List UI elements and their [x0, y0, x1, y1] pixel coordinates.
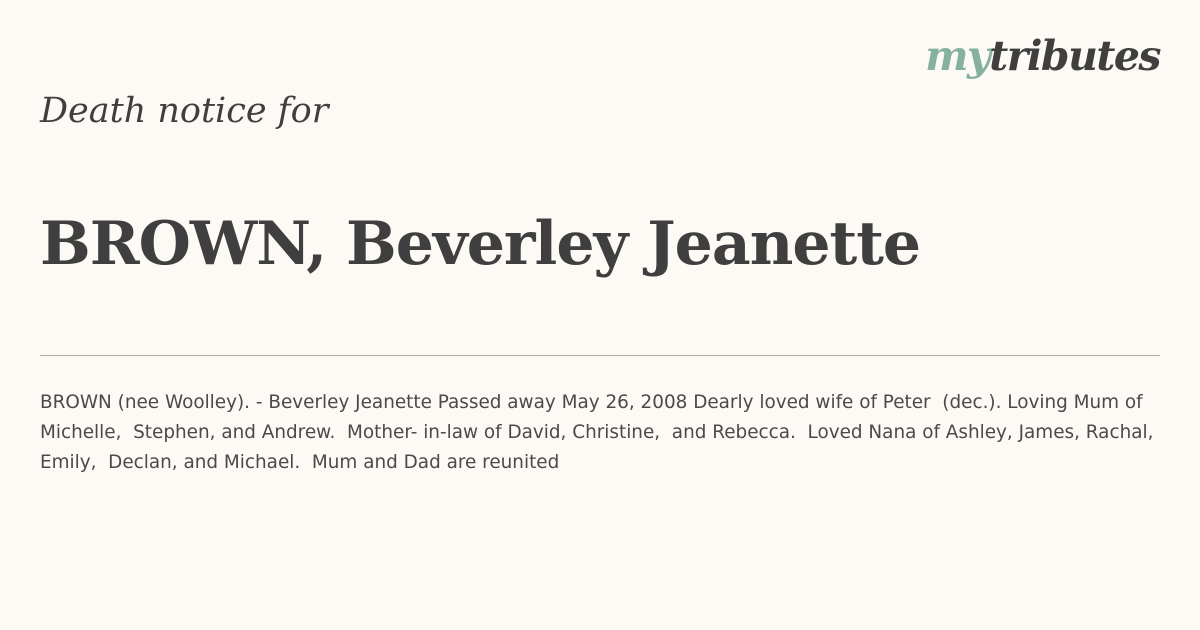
section-divider	[40, 355, 1160, 356]
logo-text-my: my	[925, 32, 990, 80]
notice-body-text: BROWN (nee Woolley). - Beverley Jeanette Passed away May 26, 2008 Dearly loved wife of Peter (dec.). Loving Mum of Michelle, Stephen, and Andrew. Mother- in-law of David, Christine, and Rebecca. Loved Nana of Ashley, James, Rachal, Emily, Declan, and Michael. Mum and Dad are reunited	[40, 392, 1160, 473]
mytributes-logo[interactable]	[925, 32, 1160, 80]
logo-text-tributes: tributes	[989, 32, 1160, 80]
notice-heading: Death notice for	[40, 91, 329, 131]
deceased-name: BROWN, Beverley Jeanette	[40, 209, 921, 279]
